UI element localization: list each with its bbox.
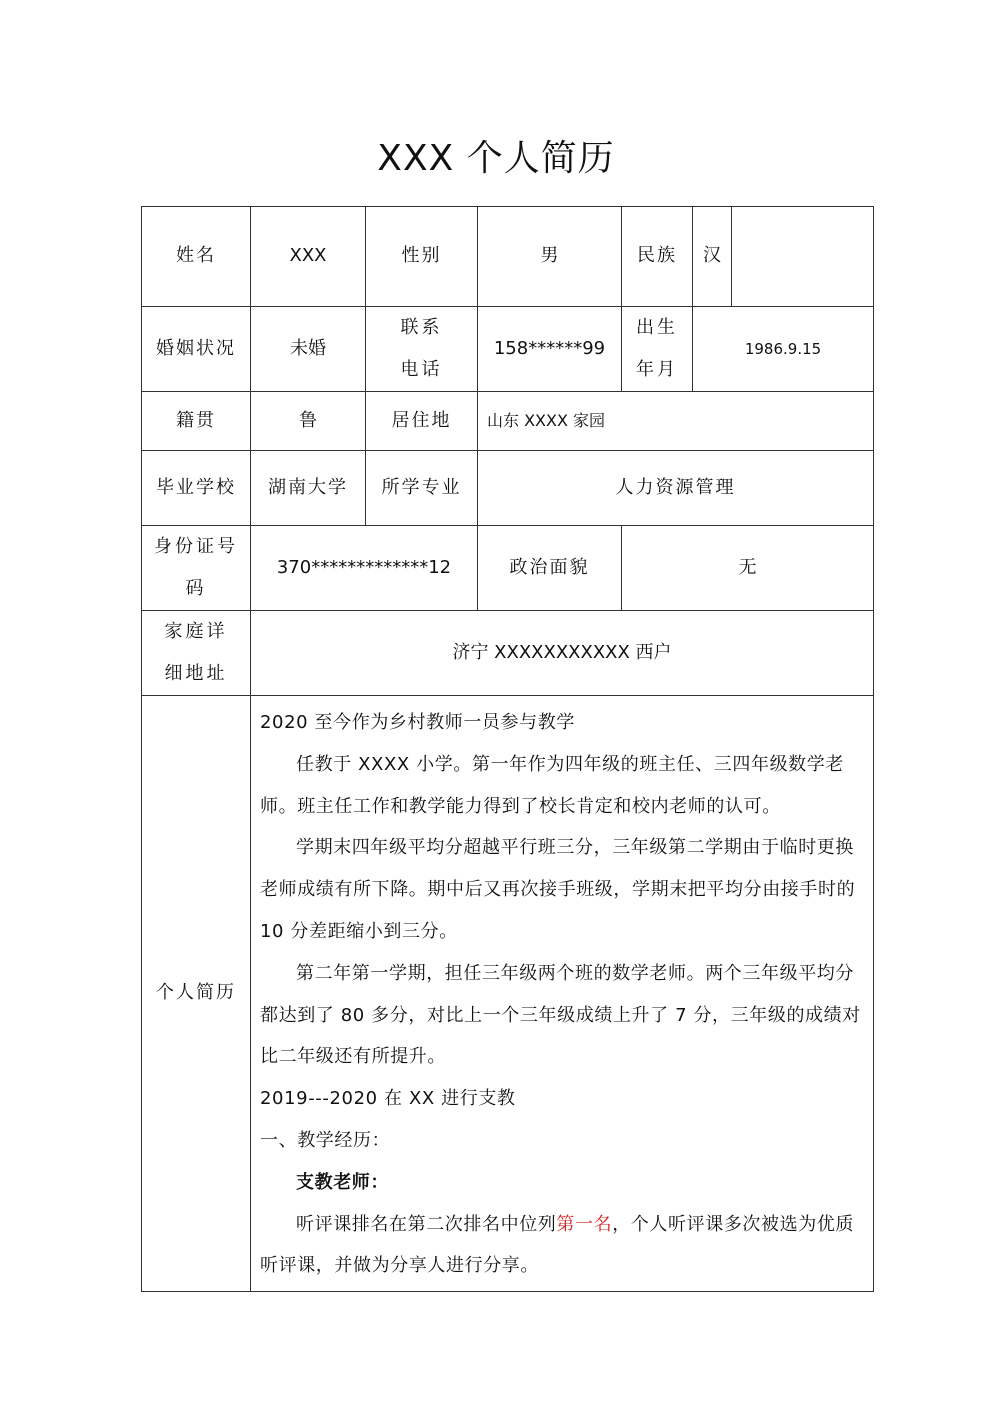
- label-birth-line1: 出生: [636, 317, 678, 338]
- label-ethnicity: 民族: [622, 207, 693, 307]
- row-origin: [142, 392, 874, 451]
- bio-paragraph-7: 支教老师：: [296, 1171, 389, 1193]
- label-marital: 婚姻状况: [142, 307, 251, 392]
- bio-paragraph-8-end: ，个人听评课多次被选为优质听评课，并做为分享人进行分享。: [260, 1213, 855, 1277]
- label-phone: [366, 307, 478, 392]
- label-birth: [622, 307, 693, 392]
- value-birth: 1986.9.15: [693, 307, 874, 392]
- label-address-line1: 家庭详: [164, 621, 228, 642]
- value-name: XXX: [251, 207, 366, 307]
- label-gender: 性别: [366, 207, 478, 307]
- label-id-line2: 码: [185, 578, 207, 599]
- label-phone-line2: 电话: [400, 359, 443, 380]
- row-id: [142, 526, 874, 611]
- label-id-line1: 身份证号: [154, 536, 238, 557]
- bio-content: [251, 696, 874, 1292]
- photo-cell: [732, 207, 874, 307]
- label-native: 籍贯: [142, 392, 251, 451]
- row-address: [142, 611, 874, 696]
- page-title: XXX 个人简历: [377, 138, 615, 179]
- row-basic: [142, 207, 874, 307]
- value-major: 人力资源管理: [478, 451, 874, 526]
- bio-paragraph-2: 任教于 XXXX 小学。第一年作为四年级的班主任、三四年级数学老师。班主任工作和教学能力得到了校长肯定和校内老师的认可。: [260, 753, 844, 817]
- label-residence: 居住地: [366, 392, 478, 451]
- bio-paragraph-4: 第二年第一学期，担任三年级两个班的数学老师。两个三年级平均分都达到了 80 多分，对比上一个三年级成绩上升了 7 分，三年级的成绩对比二年级还有所提升。: [260, 962, 861, 1068]
- row-contact: [142, 307, 874, 392]
- value-id: 370*************12: [251, 526, 478, 611]
- label-address-line2: 细地址: [164, 663, 228, 684]
- bio-paragraph-6: 一、教学经历：: [260, 1129, 391, 1151]
- value-phone: 158******99: [478, 307, 622, 392]
- label-political: 政治面貌: [478, 526, 622, 611]
- label-school: 毕业学校: [142, 451, 251, 526]
- bio-paragraph-8: [260, 1204, 863, 1288]
- value-native: 鲁: [251, 392, 366, 451]
- bio-paragraph-3: 学期末四年级平均分超越平行班三分，三年级第二学期由于临时更换老师成绩有所下降。期中后又再次接手班级，学期末把平均分由接手时的 10 分差距缩小到三分。: [260, 837, 856, 942]
- label-bio: 个人简历: [142, 696, 251, 1292]
- value-marital: 未婚: [251, 307, 366, 392]
- label-name: 姓名: [142, 207, 251, 307]
- value-address: 济宁 XXXXXXXXXXX 西户: [251, 611, 874, 696]
- value-ethnicity: 汉: [693, 207, 732, 307]
- bio-paragraph-5: 2019---2020 在 XX 进行支教: [260, 1088, 516, 1110]
- bio-paragraph-1: 2020 至今作为乡村教师一员参与教学: [260, 712, 575, 733]
- value-political: 无: [622, 526, 874, 611]
- value-residence: 山东 XXXX 家园: [478, 392, 874, 451]
- highlight-first-place: 第一名: [556, 1213, 613, 1235]
- value-school: 湖南大学: [251, 451, 366, 526]
- label-phone-line1: 联系: [400, 317, 443, 338]
- bio-paragraph-8-start: 听评课排名在第二次排名中位列: [296, 1213, 557, 1235]
- row-bio: [142, 696, 874, 1292]
- label-birth-line2: 年月: [636, 359, 678, 380]
- value-gender: 男: [478, 207, 622, 307]
- label-address: [142, 611, 251, 696]
- row-education: [142, 451, 874, 526]
- label-id: [142, 526, 251, 611]
- resume-table: [141, 206, 874, 1292]
- label-major: 所学专业: [366, 451, 478, 526]
